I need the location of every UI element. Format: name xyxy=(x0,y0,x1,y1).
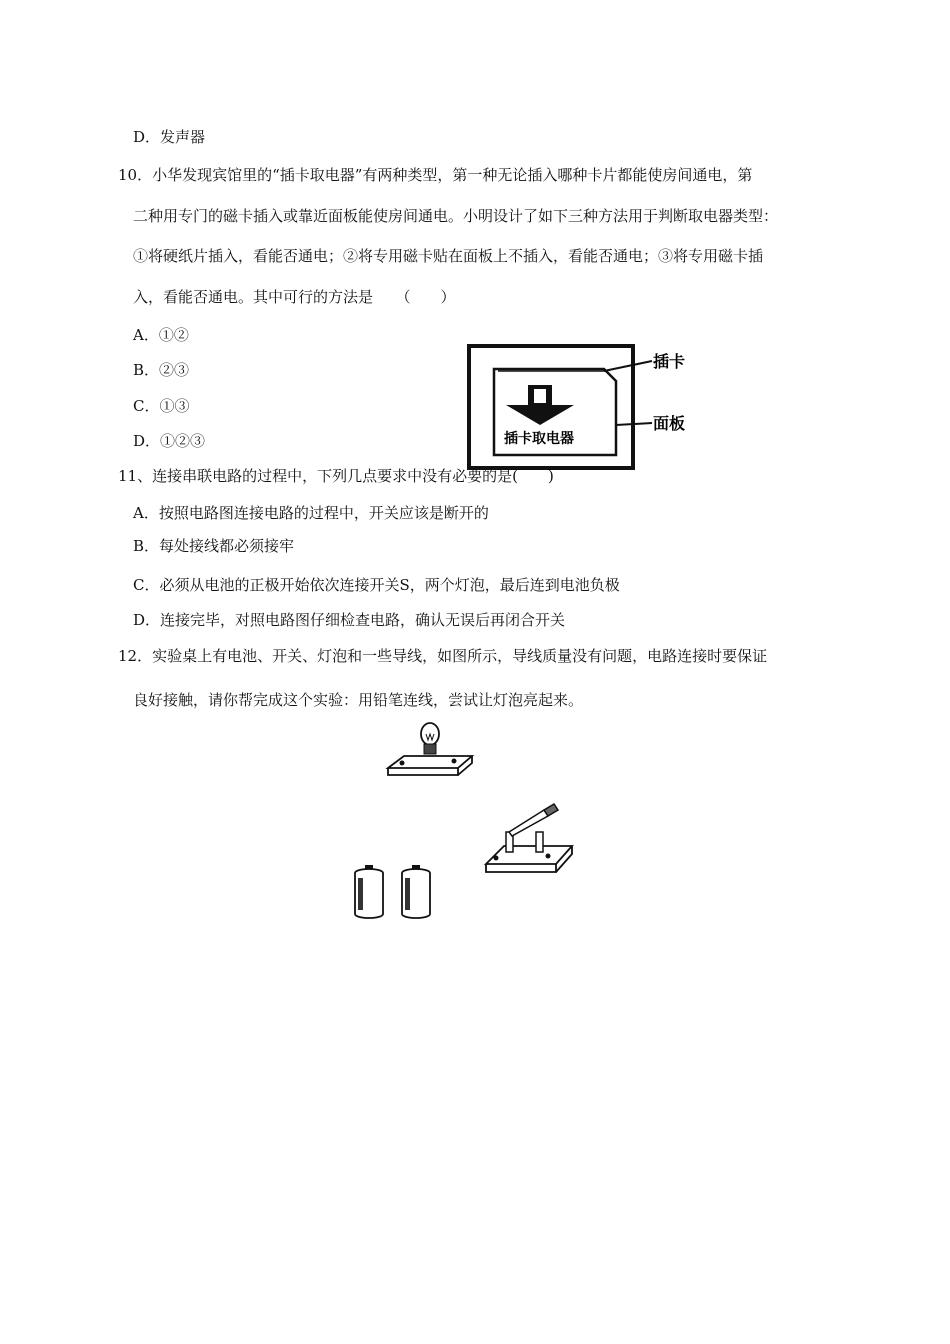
q10-stem-line1: 10．小华发现宾馆里的“插卡取电器”有两种类型，第一种无论插入哪种卡片都能使房间通电，第 xyxy=(118,166,753,184)
q10-stem-line4: 入，看能否通电。其中可行的方法是 （ ） xyxy=(133,288,456,306)
q10-stem-line3: ①将硬纸片插入，看能否通电；②将专用磁卡贴在面板上不插入，看能否通电；③将专用磁卡插 xyxy=(133,247,764,265)
label-panel: 面板 xyxy=(653,414,686,433)
q11-option-a: A．按照电路图连接电路的过程中，开关应该是断开的 xyxy=(133,504,489,522)
q11-option-c: C．必须从电池的正极开始依次连接开关S，两个灯泡，最后连到电池负极 xyxy=(133,576,620,594)
knife-switch-figure xyxy=(482,798,582,883)
bulb-on-base-figure xyxy=(384,720,476,790)
q10-stem-line2: 二种用专门的磁卡插入或靠近面板能使房间通电。小明设计了如下三种方法用于判断取电器类型： xyxy=(133,207,779,225)
battery-right-figure xyxy=(399,864,433,920)
device-label: 插卡取电器 xyxy=(504,431,574,447)
q9-option-d: D．发声器 xyxy=(133,128,206,146)
q10-option-b: B．②③ xyxy=(133,361,190,379)
battery-left-figure xyxy=(352,864,386,920)
q10-option-d: D．①②③ xyxy=(133,432,206,450)
q12-stem-line2: 良好接触，请你帮完成这个实验：用铅笔连线，尝试让灯泡亮起来。 xyxy=(133,691,584,709)
label-card: 插卡 xyxy=(653,352,686,371)
q12-stem-line1: 12．实验桌上有电池、开关、灯泡和一些导线，如图所示，导线质量没有问题，电路连接时要保证 xyxy=(118,647,768,665)
q11-option-b: B．每处接线都必须接牢 xyxy=(133,537,295,555)
q11-stem: 11、连接串联电路的过程中，下列几点要求中没有必要的是( ) xyxy=(118,467,554,485)
q11-option-d: D．连接完毕，对照电路图仔细检查电路，确认无误后再闭合开关 xyxy=(133,611,566,629)
q10-option-c: C．①③ xyxy=(133,397,190,415)
q10-option-a: A．①② xyxy=(133,326,189,344)
card-switch-figure xyxy=(466,343,696,473)
